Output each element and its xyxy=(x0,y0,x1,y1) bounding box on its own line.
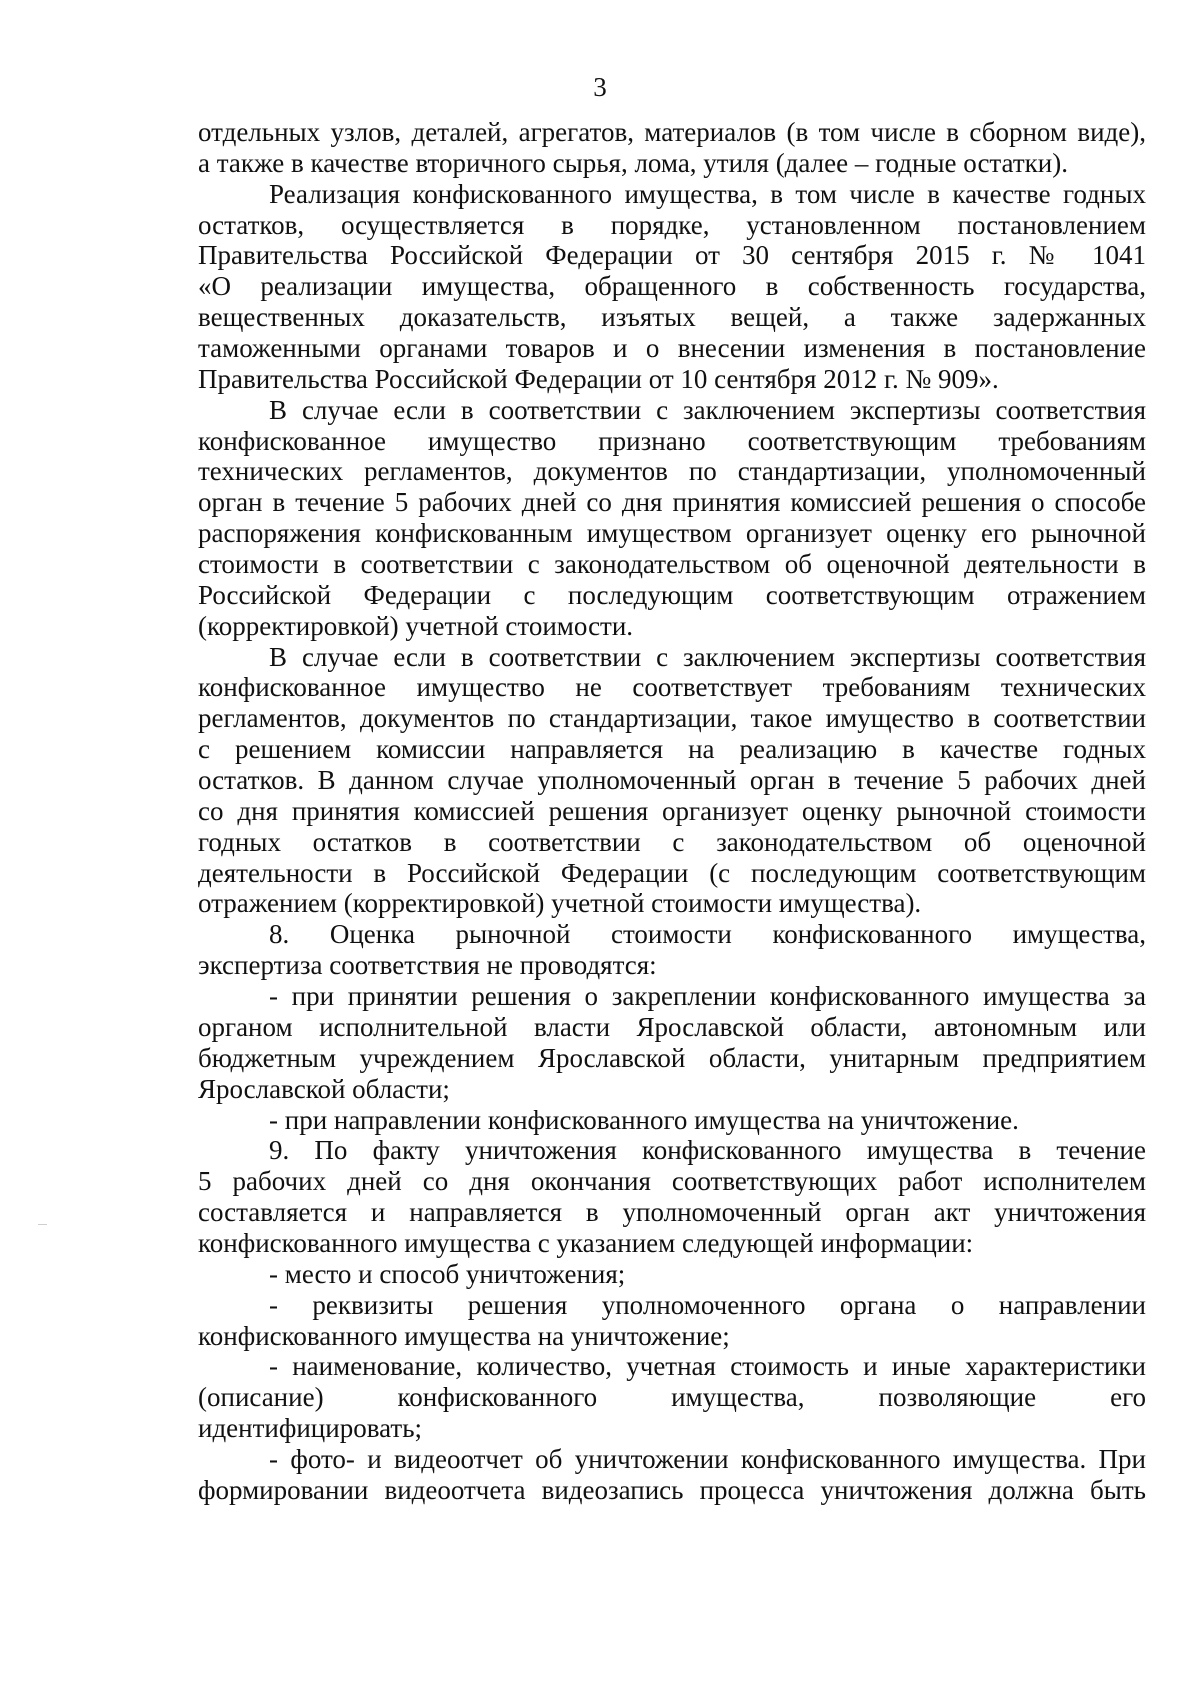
paragraph-first-line: В случае если в соответствии с заключением экспертизы соответствия xyxy=(269,641,1146,672)
text-line: остатков. В данном случае уполномоченный орган в течение 5 рабочих дней xyxy=(198,765,1146,796)
text-line: конфискованное имущество не соответствует требованиям технических xyxy=(198,672,1146,703)
paragraph-first-line: 9. По факту уничтожения конфискованного имущества в течение xyxy=(269,1135,1146,1166)
paragraph-first-line: - при направлении конфискованного имущества на уничтожение. xyxy=(269,1104,1019,1135)
text-line: с решением комиссии направляется на реализацию в качестве годных xyxy=(198,734,1146,765)
text-line: отражением (корректировкой) учетной стоимости имущества). xyxy=(198,888,922,919)
paragraph-first-line: - фото- и видеоотчет об уничтожении конфискованного имущества. При xyxy=(269,1443,1146,1474)
text-line: распоряжения конфискованным имуществом организует оценку его рыночной xyxy=(198,518,1146,549)
text-line: Российской Федерации с последующим соответствующим отражением xyxy=(198,579,1146,610)
text-line: регламентов, документов по стандартизации, такое имущество в соответствии xyxy=(198,703,1146,734)
text-line: остатков, осуществляется в порядке, установленном постановлением xyxy=(198,209,1146,240)
text-line: таможенными органами товаров и о внесении изменения в постановление xyxy=(198,333,1146,364)
text-line: Правительства Российской Федерации от 30 сентября 2015 г. № 1041 xyxy=(198,240,1146,271)
text-line: идентифицировать; xyxy=(198,1413,423,1444)
paragraph-first-line: - место и способ уничтожения; xyxy=(269,1258,626,1289)
paragraph-first-line: - при принятии решения о закреплении конфискованного имущества за xyxy=(269,981,1146,1012)
text-line: экспертиза соответствия не проводятся: xyxy=(198,950,657,981)
paragraph-first-line: 8. Оценка рыночной стоимости конфискованного имущества, xyxy=(269,919,1146,950)
text-line: составляется и направляется в уполномоченный орган акт уничтожения xyxy=(198,1197,1146,1228)
text-line: конфискованное имущество признано соответствующим требованиям xyxy=(198,425,1146,456)
paragraph-first-line: - реквизиты решения уполномоченного органа о направлении xyxy=(269,1289,1146,1320)
text-line: конфискованного имущества на уничтожение; xyxy=(198,1320,730,1351)
text-line: «О реализации имущества, обращенного в собственность государства, xyxy=(198,271,1146,302)
text-line: вещественных доказательств, изъятых вещей, а также задержанных xyxy=(198,302,1146,333)
text-line: стоимости в соответствии с законодательством об оценочной деятельности в xyxy=(198,549,1146,580)
text-line: деятельности в Российской Федерации (с последующим соответствующим xyxy=(198,857,1146,888)
text-line: (корректировкой) учетной стоимости. xyxy=(198,610,634,641)
text-line: технических регламентов, документов по стандартизации, уполномоченный xyxy=(198,456,1146,487)
text-line: а также в качестве вторичного сырья, лома, утиля (далее – годные остатки). xyxy=(198,147,1068,178)
text-line: со дня принятия комиссией решения организует оценку рыночной стоимости xyxy=(198,795,1146,826)
text-line: конфискованного имущества с указанием следующей информации: xyxy=(198,1227,974,1258)
text-line: Правительства Российской Федерации от 10 сентября 2012 г. № 909». xyxy=(198,363,999,394)
text-line: формировании видеоотчета видеозапись процесса уничтожения должна быть xyxy=(198,1474,1146,1505)
paragraph-first-line: Реализация конфискованного имущества, в том числе в качестве годных xyxy=(269,178,1146,209)
document-body xyxy=(198,117,1146,1506)
scan-margin-mark xyxy=(38,1224,47,1225)
page-number: 3 xyxy=(593,72,607,102)
text-line: отдельных узлов, деталей, агрегатов, материалов (в том числе в сборном виде), xyxy=(198,117,1146,147)
text-line: Ярославской области; xyxy=(198,1073,450,1104)
text-line: 5 рабочих дней со дня окончания соответствующих работ исполнителем xyxy=(198,1166,1146,1197)
text-line: (описание) конфискованного имущества, позволяющие его xyxy=(198,1382,1146,1413)
paragraph-first-line: - наименование, количество, учетная стоимость и иные характеристики xyxy=(269,1351,1146,1382)
text-line: орган в течение 5 рабочих дней со дня принятия комиссией решения о способе xyxy=(198,487,1146,518)
text-line: годных остатков в соответствии с законодательством об оценочной xyxy=(198,826,1146,857)
paragraph-first-line: В случае если в соответствии с заключением экспертизы соответствия xyxy=(269,394,1146,425)
text-line: органом исполнительной власти Ярославской области, автономным или xyxy=(198,1011,1146,1042)
text-line: бюджетным учреждением Ярославской области, унитарным предприятием xyxy=(198,1042,1146,1073)
